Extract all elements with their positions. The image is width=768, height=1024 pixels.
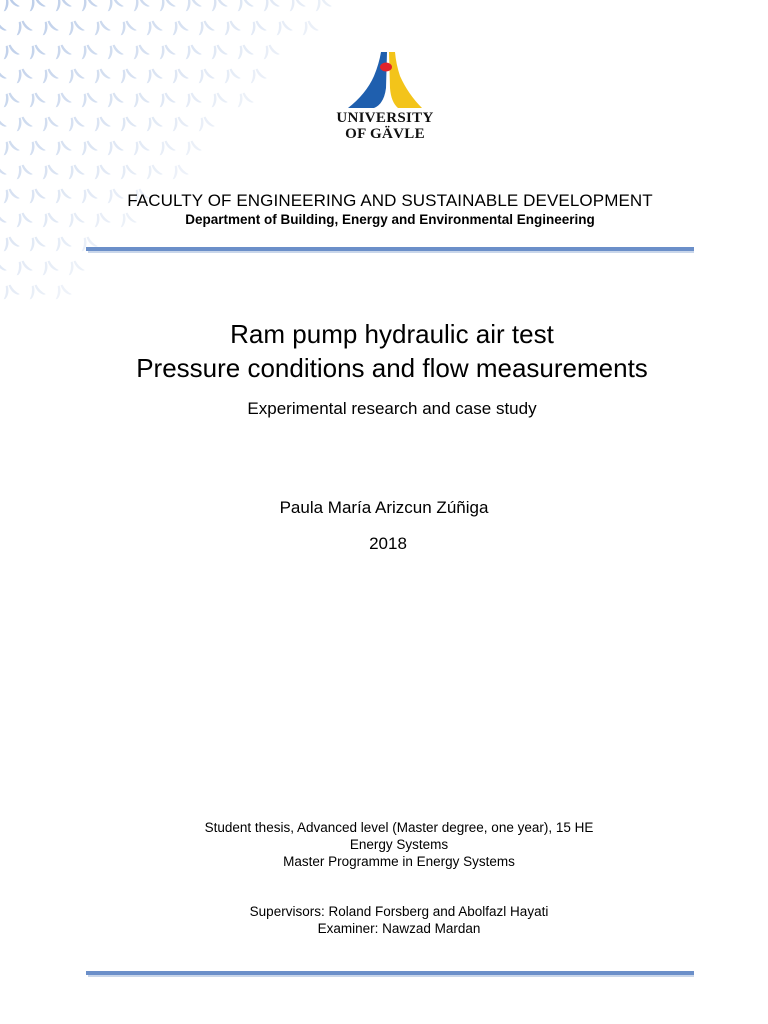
pattern-mark (182, 0, 202, 11)
pattern-mark (169, 115, 189, 132)
pattern-mark (52, 43, 72, 60)
pattern-mark (52, 0, 72, 11)
pattern-mark (117, 115, 137, 132)
pattern-mark (195, 115, 215, 132)
pattern-mark (221, 19, 241, 36)
pattern-mark (247, 19, 267, 36)
pattern-mark (143, 67, 163, 84)
pattern-mark (52, 91, 72, 108)
decorative-pattern (0, 0, 340, 300)
pattern-mark (143, 19, 163, 36)
pattern-mark (117, 67, 137, 84)
pattern-mark (26, 91, 46, 108)
pattern-mark (143, 115, 163, 132)
pattern-mark (117, 163, 137, 180)
pattern-mark (0, 0, 20, 11)
pattern-mark (195, 19, 215, 36)
pattern-mark (65, 115, 85, 132)
pattern-mark (52, 283, 72, 300)
pattern-mark (299, 19, 319, 36)
pattern-mark (286, 0, 306, 11)
pattern-mark (91, 115, 111, 132)
pattern-mark (273, 19, 293, 36)
pattern-mark (0, 67, 7, 84)
publication-year: 2018 (369, 534, 407, 553)
pattern-mark (26, 283, 46, 300)
pattern-mark (0, 235, 20, 252)
pattern-mark (221, 67, 241, 84)
pattern-mark (182, 43, 202, 60)
thesis-title-line1: Ram pump hydraulic air test (230, 319, 554, 349)
pattern-mark (65, 67, 85, 84)
pattern-mark (182, 139, 202, 156)
university-name-line1: UNIVERSITY (336, 110, 434, 126)
pattern-mark (104, 91, 124, 108)
author-name: Paula María Arizcun Zúñiga (279, 498, 489, 517)
pattern-mark (169, 19, 189, 36)
pattern-mark (104, 43, 124, 60)
pattern-mark (208, 91, 228, 108)
pattern-mark (117, 19, 137, 36)
pattern-mark (234, 0, 254, 11)
pattern-mark (0, 163, 7, 180)
pattern-mark (208, 43, 228, 60)
pattern-mark (91, 67, 111, 84)
examiner: Examiner: Nawzad Mardan (317, 921, 481, 936)
pattern-mark (13, 115, 33, 132)
pattern-mark (247, 67, 267, 84)
pattern-mark (39, 19, 59, 36)
pattern-mark (13, 67, 33, 84)
pattern-mark (156, 139, 176, 156)
pattern-mark (104, 139, 124, 156)
pattern-mark (65, 163, 85, 180)
pattern-mark (169, 163, 189, 180)
thesis-subtitle: Experimental research and case study (247, 399, 537, 418)
pattern-mark (78, 0, 98, 11)
pattern-mark (13, 163, 33, 180)
pattern-mark (65, 19, 85, 36)
pattern-mark (260, 43, 280, 60)
pattern-mark (52, 235, 72, 252)
pattern-mark (169, 67, 189, 84)
pattern-mark (13, 19, 33, 36)
pattern-mark (260, 0, 280, 11)
thesis-level: Student thesis, Advanced level (Master degree, one year), 15 HE (204, 820, 594, 835)
department-heading: Department of Building, Energy and Environmental Engineering (185, 212, 595, 227)
pattern-mark (13, 259, 33, 276)
pattern-mark (26, 0, 46, 11)
pattern-mark (78, 91, 98, 108)
pattern-mark (208, 0, 228, 11)
pattern-mark (39, 163, 59, 180)
faculty-heading: FACULTY OF ENGINEERING AND SUSTAINABLE DEVELOPMENT (127, 191, 653, 210)
pattern-mark (0, 259, 7, 276)
pattern-mark (130, 139, 150, 156)
pattern-mark (65, 259, 85, 276)
pattern-mark (0, 19, 7, 36)
pattern-mark (195, 67, 215, 84)
university-name-line2: OF GÄVLE (345, 126, 425, 142)
pattern-mark (312, 0, 332, 11)
pattern-mark (0, 43, 20, 60)
pattern-mark (234, 43, 254, 60)
pattern-mark (91, 19, 111, 36)
pattern-mark (0, 91, 20, 108)
pattern-mark (78, 139, 98, 156)
pattern-mark (0, 139, 20, 156)
supervisors: Supervisors: Roland Forsberg and Abolfazl Hayati (249, 904, 549, 919)
pattern-mark (156, 43, 176, 60)
pattern-mark (130, 0, 150, 11)
pattern-mark (156, 0, 176, 11)
top-divider-shadow (88, 251, 694, 253)
bottom-divider-shadow (88, 975, 694, 977)
pattern-mark (104, 0, 124, 11)
pattern-mark (39, 115, 59, 132)
pattern-mark (78, 43, 98, 60)
pattern-mark (52, 139, 72, 156)
pattern-mark (39, 259, 59, 276)
pattern-mark (182, 91, 202, 108)
pattern-mark (234, 91, 254, 108)
pattern-mark (130, 91, 150, 108)
pattern-mark (0, 115, 7, 132)
pattern-mark (0, 283, 20, 300)
thesis-subject: Energy Systems (349, 837, 449, 852)
pattern-mark (26, 235, 46, 252)
pattern-mark (26, 139, 46, 156)
pattern-mark (130, 43, 150, 60)
pattern-mark (156, 91, 176, 108)
pattern-mark (143, 163, 163, 180)
pattern-mark (39, 67, 59, 84)
pattern-mark (26, 43, 46, 60)
pattern-mark (91, 163, 111, 180)
thesis-programme: Master Programme in Energy Systems (283, 854, 515, 869)
thesis-title-line2: Pressure conditions and flow measurements (136, 353, 648, 383)
